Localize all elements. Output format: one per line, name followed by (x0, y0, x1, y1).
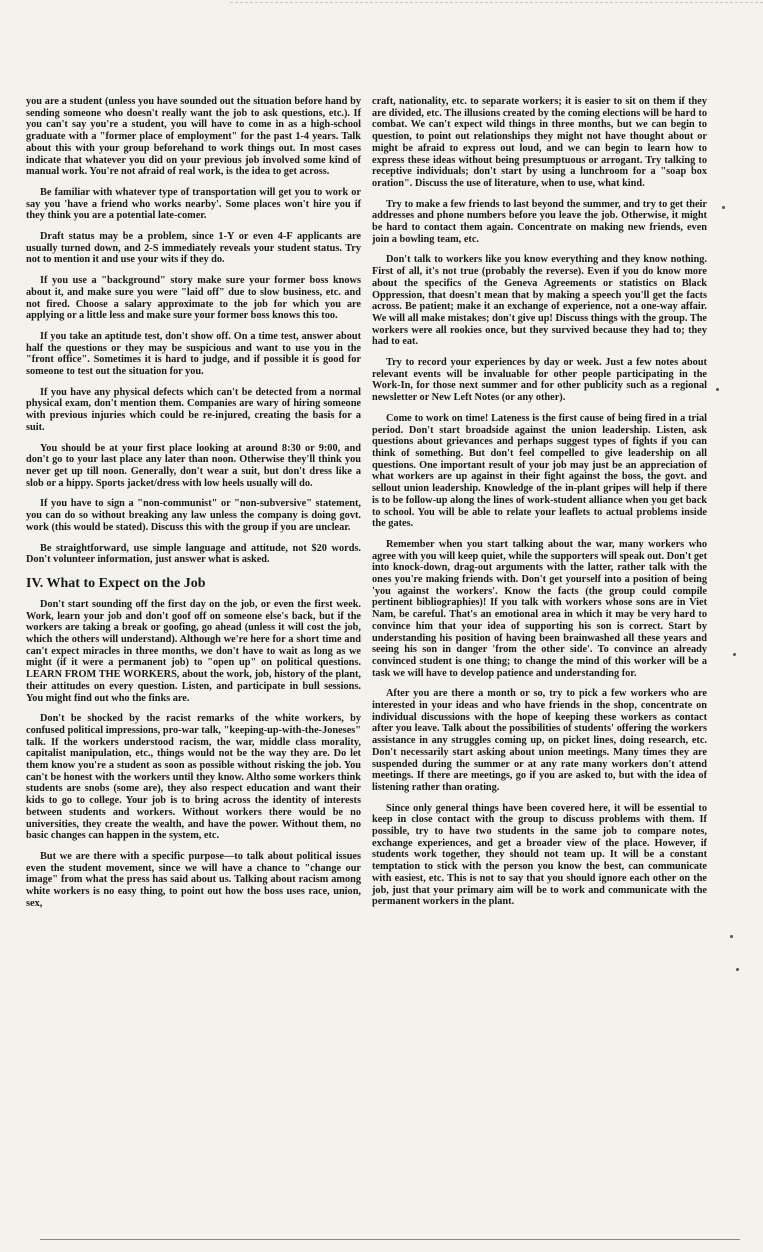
left-paragraph-6: If you have any physical defects which can't be detected from a normal physical exam, don't mention them. Companies are wary of hiring someone with previous injuries which could be re-injured, creating the basis for a suit. (26, 386, 361, 433)
right-paragraph-8: Since only general things have been covered here, it will be essential to keep in close contact with the group to discuss problems with them. If possible, try to have two students in the same job to compare notes, exchange experiences, and get a broader view of the place. However, if students work together, they should not team up. It will be a constant temptation to stick with the person you know the best, can communicate with easiest, etc. This is not to say that you should ignore each other on the job, just that your primary aim will be to work and communicate with the permanent workers in the plant. (372, 802, 707, 908)
right-paragraph-2: Try to make a few friends to last beyond the summer, and try to get their addresses and phone numbers before you leave the job. Otherwise, it might be hard to contact them again. Concentrate on making new friends, even join a bowling team, etc. (372, 198, 707, 245)
section-heading: IV. What to Expect on the Job (26, 575, 206, 591)
bottom-edge-rule (40, 1239, 740, 1240)
print-speck (722, 206, 725, 209)
left-column (26, 96, 361, 918)
left-paragraph-1: you are a student (unless you have sounded out the situation before hand by sending someone who doesn't really want the job to ask questions, etc.). If you can't say you're a student, you will have to come in as a high-school graduate with a "former place of employment" for the past 1-4 years. Talk about this with your group beforehand to work things out. In most cases indicate that whatever you did on your previous job involved some kind of manual work. You're not afraid of real work, is the idea to get across. (26, 96, 361, 178)
right-paragraph-6: Remember when you start talking about the war, many workers who agree with you will keep quiet, while the supporters will speak out. Don't get into knock-down, drag-out arguments with the latter, rather talk with the ones you're making friends with. Don't get yourself into a position of being 'you against the workers'. Know the facts (the group could compile pertinent bibliographies)! If you talk with workers whose sons are in Viet Nam, be careful. That's an emotional area in which it may be very hard to convince him that your idea of supporting his son is correct. Start by understanding his position of having been brainwashed all these years and seeing his son in danger 'from the other side'. To convince an already convinced student is one thing; to change the mind of this worker will be a task we will have to develop patience and understanding for. (372, 538, 707, 679)
right-paragraph-4: Try to record your experiences by day or week. Just a few notes about relevant events will be invaluable for other people participating in the Work-In, for those next summer and for other publicity such as a regional newsletter or New Left Notes (or any other). (372, 357, 707, 404)
left-paragraph-2: Be familiar with whatever type of transportation will get you to work or say you 'have a friend who works nearby'. Some places won't hire you if they think you are a potential late-comer. (26, 186, 361, 222)
left-paragraph-3: Draft status may be a problem, since 1-Y or even 4-F applicants are usually turned down, and 2-S immediately reveals your student status. Try not to mention it and use your wits if they do. (26, 231, 361, 266)
print-speck (716, 388, 719, 391)
right-paragraph-7: After you are there a month or so, try to pick a few workers who are interested in your ideas and who have friends in the shop, concentrate on individual discussions with the hope of keeping these workers as contact after you leave. Talk about the possibilities of students' offering the workers assistance in any struggles coming up, on picket lines, doing research, etc. Don't necessarily start asking about union meetings. Many times they are suspended during the summer or at any rate many workers don't attend meetings. If there are meetings, go if you are asked to, but with the idea of listening rather than orating. (372, 688, 707, 793)
left-paragraph-12: But we are there with a specific purpose—to talk about political issues even the student movement, since we will have a chance to "change our image" from what the press has said about us. Talking about racism among white workers is no easy thing, to point out how the boss uses race, union, sex, (26, 850, 361, 909)
right-paragraph-1: craft, nationality, etc. to separate workers; it is easier to sit on them if they are divided, etc. The illusions created by the coming elections will be hard to combat. We can't expect wild things in three months, but we can begin to question, to point out relationships they might not have thought about or might be afraid to express out loud, and we can begin to learn how to express these ideas without being presumptuous or arrogant. Try talking to receptive individuals; don't start by using a lunchroom for a "soap box oration". Discuss the use of literature, when to use, what kind. (372, 96, 707, 189)
left-paragraph-11: Don't be shocked by the racist remarks of the white workers, by confused political impressions, pro-war talk, "keeping-up-with-the-Joneses" talk. If the workers understood racism, the war, middle class morality, capitalist manipulation, etc., things would not be the way they are. Do let them know you're a student as soon as possible without risking the job. You can't be honest with the workers until they know. Altho some workers think students are snobs (some are), they also respect education and want their kids to go to college. Your job is to bring across the identity of interests between students and workers. Without workers there would be no universities, they create the wealth, and have the power. Without them, no basic changes can happen in the system, etc. (26, 713, 361, 842)
left-paragraph-8: If you have to sign a "non-communist" or "non-subversive" statement, you can do so without breaking any law unless the company is doing govt. work (this would be stated). Discuss this with the group if you are unclear. (26, 498, 361, 533)
right-paragraph-3: Don't talk to workers like you know everything and they know nothing. First of all, it's not true (probably the reverse). Even if you do know more about the specifics of the Geneva Agreements or statistics on Black Oppression, that doesn't mean that by making a speech you'll get the facts across. Be patient; make it an exchange of experience, not a one-way affair. We will all make mistakes; don't give up! Discuss things with the group. The workers were all rookies once, but they survived because they had to; they had to eat. (372, 254, 707, 348)
print-speck (730, 935, 733, 938)
print-speck (733, 653, 736, 656)
left-paragraph-7: You should be at your first place looking at around 8:30 or 9:00, and don't go to your last place any later than noon. Otherwise they'll think you never get up till noon. Generally, don't wear a suit, but don't dress like a slob or a hippy. Sports jacket/dress with low heels usually will do. (26, 442, 361, 489)
left-paragraph-4: If you use a "background" story make sure your former boss knows about it, and make sure you were "laid off" due to slow business, etc. and not fired. Choose a salary approximate to the job for which you are applying or a little less and make sure your former boss knows this too. (26, 275, 361, 322)
left-paragraph-10: Don't start sounding off the first day on the job, or even the first week. Work, learn your job and don't goof off on someone else's back, but if the workers are taking a break or goofing, go ahead (unless it will cost the job, which the others will understand). Although we're here for a short time and can't expect miracles in three months, we don't have to wait as long as we might (if it were a permanent job) to "open up" on political questions. LEARN FROM THE WORKERS, about the work, job, history of the plant, their attitudes on every question. Listen, and participate in bull sessions. You might find out who the finks are. (26, 598, 361, 704)
print-speck (736, 968, 739, 971)
left-paragraph-9: Be straightforward, use simple language and attitude, not $20 words. Don't volunteer information, just answer what is asked. (26, 542, 361, 566)
right-paragraph-5: Come to work on time! Lateness is the first cause of being fired in a trial period. Don't start broadside against the union leadership. Listen, ask questions about grievances and perhaps suggest types of fights if you can think of something. But don't feel compelled to give leadership on all questions. One important result of your job may just be an appreciation of what workers are up against in their fight against the boss, the govt. and sellout union leadership. Knowledge of the in-plant gripes will help if there is to be follow-up along the lines of work-student alliance when you get back to school. You will be able to relate your leaflets to actual problems inside the gates. (372, 412, 707, 530)
top-edge-rule (230, 2, 763, 3)
left-paragraph-5: If you take an aptitude test, don't show off. On a time test, answer about half the questions or they may be suspicious and want to use you in the "front office". Sometimes it is hard to judge, and if possible it is good for someone to test out the situation for you. (26, 330, 361, 378)
right-column (372, 96, 707, 917)
